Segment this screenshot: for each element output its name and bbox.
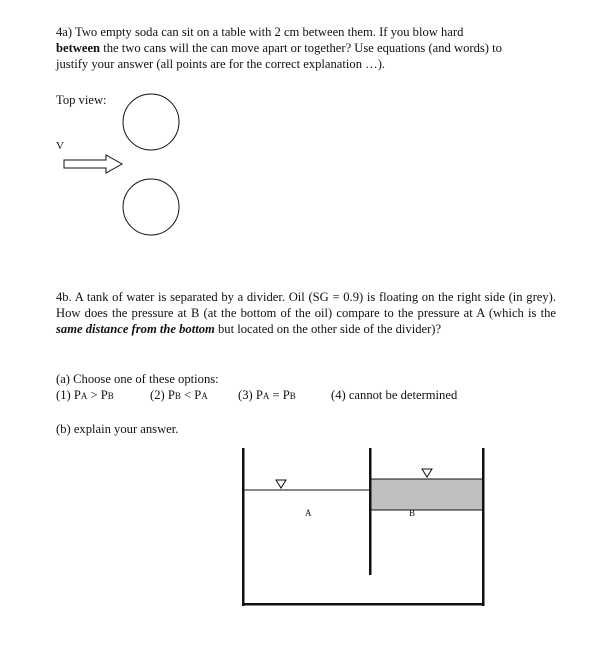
option-2	[150, 387, 208, 404]
part-b-prompt: (b) explain your answer.	[56, 422, 179, 436]
option-1-number: (1)	[56, 388, 71, 402]
can-top	[123, 94, 179, 150]
option-1-left: P	[73, 388, 81, 402]
q4b-part-1: 4b. A tank of water is separated by a divider. Oil (SG = 0.9) is floating on the right side (in grey). How does the pressure at B (at the bottom of the oil) compare to the pressure at A (which is the	[56, 290, 556, 320]
option-2-number: (2)	[150, 388, 165, 402]
option-1	[56, 387, 114, 404]
option-2-right-sub: A	[201, 391, 208, 401]
part-a-prompt: (a) Choose one of these options:	[56, 372, 219, 386]
option-3	[238, 387, 296, 404]
q4a-line-1: 4a) Two empty soda can sit on a table with 2 cm between them. If you blow hard	[56, 25, 464, 39]
top-view-label: Top view:	[56, 93, 107, 107]
velocity-label: V	[56, 140, 64, 152]
tank-bottom	[242, 603, 485, 606]
q4a-bold-word: between	[56, 41, 101, 55]
option-3-left-sub: A	[262, 391, 270, 401]
question-4b-text	[56, 289, 556, 337]
option-1-right-sub: B	[107, 391, 114, 401]
option-4-number: (4)	[331, 388, 346, 402]
option-2-right: P	[194, 388, 202, 402]
option-3-operator: =	[269, 388, 283, 402]
option-3-left: P	[255, 388, 263, 402]
option-4-text: cannot be determined	[348, 388, 458, 402]
option-2-operator: <	[180, 388, 195, 402]
right-surface-marker	[422, 469, 432, 477]
point-b-label: B	[409, 508, 416, 518]
q4b-part-2: but located on the other side of the divider)?	[214, 322, 442, 336]
option-1-operator: >	[87, 388, 101, 402]
oil-layer	[371, 479, 483, 510]
air-flow-arrow	[64, 155, 122, 173]
option-2-left-sub: B	[174, 391, 181, 401]
tank-right-wall	[482, 448, 485, 606]
option-2-left: P	[167, 388, 175, 402]
tank-left-wall	[242, 448, 245, 606]
option-1-right: P	[100, 388, 108, 402]
left-surface-marker	[276, 480, 286, 488]
q4a-line-2-rest: the two cans will the can move apart or together? Use equations (and words) to	[100, 41, 502, 55]
option-3-right: P	[282, 388, 290, 402]
can-bottom	[123, 179, 179, 235]
option-3-number: (3)	[238, 388, 253, 402]
q4b-emphasis: same distance from the bottom	[56, 322, 215, 336]
option-1-left-sub: A	[80, 391, 88, 401]
tank-divider	[369, 448, 372, 575]
point-a-label: A	[305, 508, 312, 518]
option-3-right-sub: B	[289, 391, 296, 401]
q4a-line-3: justify your answer (all points are for the correct explanation …).	[56, 57, 386, 71]
option-4	[331, 387, 457, 403]
